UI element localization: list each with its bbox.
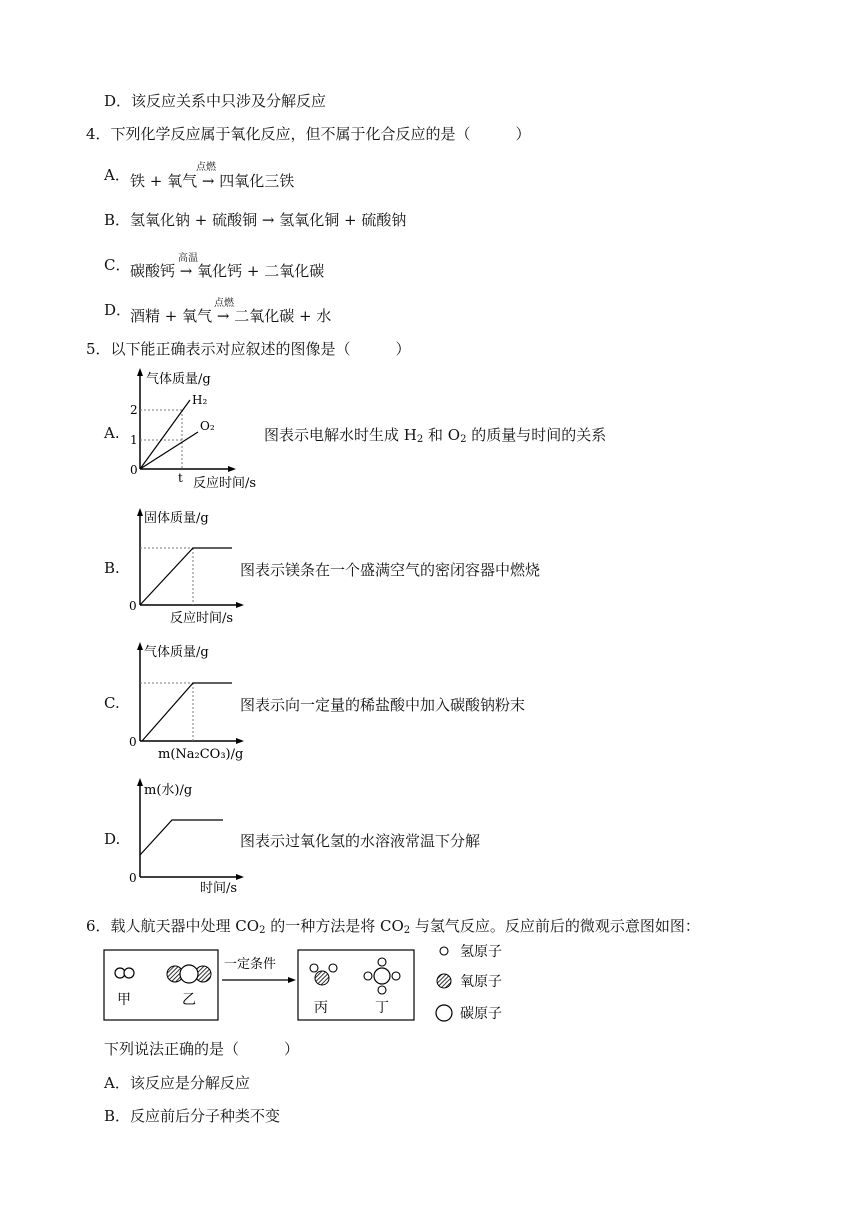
micro-reaction-diagram — [100, 938, 530, 1030]
q6-stem: 6．载人航天器中处理 $CO_2$ 的一种方法是将 $CO_2$ 与氢气反应。反应前后的微观示意图如图： — [86, 917, 700, 936]
hydrogen-atom-icon — [310, 964, 318, 972]
q6-option-b: B．反应前后分子种类不变 — [104, 1107, 281, 1125]
y-axis-label: 气体质量/g — [144, 645, 209, 660]
q4-stem: 4．下列化学反应属于氧化反应，但不属于化合反应的是（ ） — [86, 125, 531, 143]
q3-option-d: D．该反应关系中只涉及分解反应 — [104, 92, 327, 110]
tick-label: t — [178, 471, 183, 485]
reaction-equation: 氢氧化钠 + 硫酸铜 → 氢氧化铜 + 硫酸钠 — [130, 211, 407, 229]
o2-line — [140, 432, 198, 469]
option-letter: B． — [104, 211, 131, 229]
tick-label: 0 — [130, 463, 138, 477]
mass-curve — [140, 548, 232, 605]
q5-graph-a — [120, 366, 270, 494]
origin-label: 0 — [129, 599, 137, 613]
reaction-equation: 铁 + 氧气 → 四氧化三铁 — [130, 172, 295, 190]
x-axis-label: m(Na₂CO₃)/g — [158, 747, 244, 762]
tick-label: 2 — [130, 403, 138, 417]
option-letter: B. — [104, 559, 120, 577]
reaction-condition: 点燃 — [214, 298, 234, 309]
hydrogen-atom-icon — [329, 964, 337, 972]
hydrogen-atom-icon — [392, 972, 400, 980]
x-axis-label: 反应时间/s — [193, 476, 257, 491]
series-label: H₂ — [192, 393, 208, 407]
hydrogen-atom-icon — [124, 968, 134, 978]
hydrogen-atom-icon — [378, 958, 386, 966]
reaction-equation: 酒精 + 氧气 → 二氧化碳 + 水 — [130, 307, 332, 325]
carbon-atom-icon — [180, 965, 198, 983]
legend-carbon: 碳原子 — [460, 1006, 502, 1022]
option-letter: D． — [104, 301, 132, 319]
label-bing: 丙 — [314, 1000, 328, 1016]
reaction-condition: 高温 — [178, 253, 198, 264]
origin-label: 0 — [129, 871, 137, 885]
y-axis-label: m(水)/g — [144, 783, 193, 798]
series-label: O₂ — [200, 419, 215, 433]
hydrogen-atom-icon — [440, 947, 448, 955]
option-letter: A. — [104, 424, 120, 442]
y-axis-label: 气体质量/g — [146, 372, 211, 387]
label-ding: 丁 — [375, 1000, 389, 1016]
q6-prompt: 下列说法正确的是（ ） — [104, 1040, 300, 1058]
legend-hydrogen: 氢原子 — [460, 944, 502, 960]
q5-stem: 5．以下能正确表示对应叙述的图像是（ ） — [86, 340, 411, 358]
oxygen-atom-icon — [437, 974, 451, 988]
x-axis-label: 时间/s — [200, 881, 238, 896]
oxygen-atom-icon — [315, 971, 329, 985]
origin-label: 0 — [129, 735, 137, 749]
water-curve — [140, 820, 223, 855]
legend-oxygen: 氧原子 — [460, 974, 502, 990]
label-jia: 甲 — [117, 992, 131, 1008]
arrow-right-icon — [288, 977, 296, 983]
carbon-atom-icon — [374, 968, 390, 984]
option-letter: C． — [104, 256, 131, 274]
q5-option-d-desc: 图表示过氧化氢的水溶液常温下分解 — [240, 832, 481, 850]
option-letter: A． — [104, 166, 130, 184]
hydrogen-atom-icon — [364, 972, 372, 980]
label-yi: 乙 — [182, 992, 196, 1008]
carbon-atom-icon — [436, 1005, 452, 1021]
q5-option-c-desc: 图表示向一定量的稀盐酸中加入碳酸钠粉末 — [240, 696, 526, 714]
hydrogen-atom-icon — [378, 986, 386, 994]
tick-label: 1 — [130, 433, 138, 447]
y-axis-label: 固体质量/g — [144, 511, 209, 526]
q5-option-b-desc: 图表示镁条在一个盛满空气的密闭容器中燃烧 — [240, 561, 541, 579]
q5-option-a-desc: 图表示电解水时生成 $H_2$ 和 $O_2$ 的质量与时间的关系 — [264, 426, 607, 445]
option-letter: C. — [104, 694, 120, 712]
arrow-condition: 一定条件 — [224, 957, 277, 972]
reactant-box — [104, 950, 218, 1020]
option-letter: D. — [104, 830, 121, 848]
reaction-condition: 点燃 — [196, 162, 216, 173]
gas-curve — [142, 683, 232, 741]
x-axis-label: 反应时间/s — [170, 611, 234, 626]
q6-option-a: A．该反应是分解反应 — [104, 1074, 250, 1092]
reaction-equation: 碳酸钙 → 氧化钙 + 二氧化碳 — [130, 262, 325, 280]
